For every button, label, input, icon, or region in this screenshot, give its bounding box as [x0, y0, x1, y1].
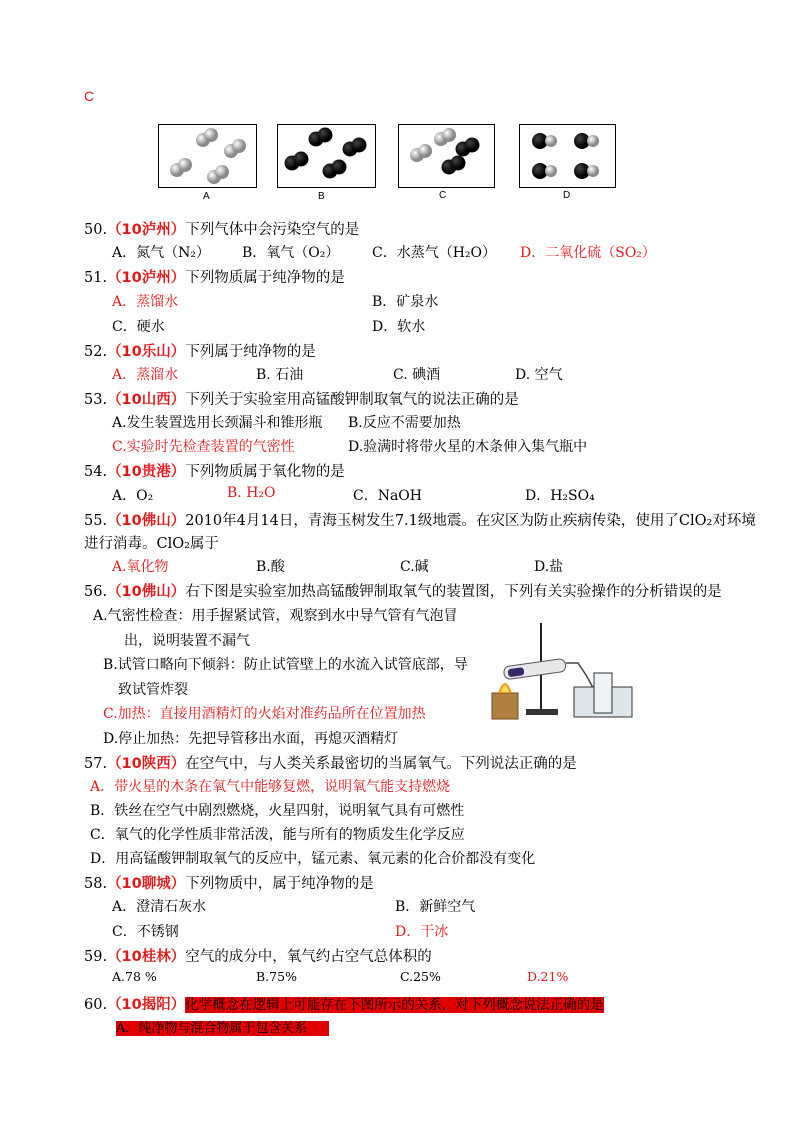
question-51 — [84, 266, 345, 287]
question-number: 50. — [84, 222, 108, 238]
question-56 — [84, 580, 722, 601]
option: C.碱 — [400, 559, 429, 575]
option: C．不锈钢 — [112, 924, 179, 940]
question-source: （10佛山） — [107, 513, 186, 529]
option-continued: 致试管炸裂 — [118, 682, 188, 698]
question-source: （10陕西） — [107, 756, 186, 772]
question-number: 52. — [84, 344, 108, 360]
apparatus-diagram-icon — [486, 615, 636, 723]
question-source: （10佛山） — [107, 584, 186, 600]
question-text: 下列属于纯净物的是 — [185, 344, 316, 360]
option-continued: 出，说明装置不漏气 — [124, 633, 250, 649]
option-answer: B. H₂O — [227, 485, 276, 501]
question-number: 55. — [84, 513, 108, 529]
question-text: 下列气体中会污染空气的是 — [185, 222, 360, 238]
question-57 — [84, 752, 577, 773]
question-text: 空气的成分中，氧气约占空气总体积的 — [185, 949, 432, 965]
option-answer: A.氧化物 — [112, 559, 169, 575]
diagram-label-d: D — [563, 190, 571, 201]
diagram-label-b: B — [318, 191, 325, 202]
option-answer: D．干冰 — [395, 924, 449, 940]
question-source: （10揭阳） — [107, 997, 186, 1013]
molecule-c-icon — [399, 125, 494, 187]
question-text: 下列关于实验室用高锰酸钾制取氧气的说法正确的是 — [185, 392, 519, 408]
option-answer: D.21% — [527, 969, 569, 984]
question-number: 51. — [84, 270, 108, 286]
option: B.酸 — [256, 559, 285, 575]
option: C．水蒸气（H₂O） — [372, 245, 497, 261]
option: D.盐 — [534, 559, 564, 575]
option: D．软水 — [372, 319, 426, 335]
diagram-box-c — [398, 124, 495, 188]
question-text: 下列物质属于氧化物的是 — [185, 464, 345, 480]
question-number: 59. — [84, 949, 108, 965]
question-54 — [84, 460, 345, 481]
question-number: 53. — [84, 392, 108, 408]
option: B.反应不需要加热 — [348, 415, 461, 431]
diagram-box-b — [277, 124, 376, 188]
question-59 — [84, 945, 432, 966]
option: C．氧气的化学性质非常活泼，能与所有的物质发生化学反应 — [90, 827, 465, 843]
option-answer: A．带火星的木条在氧气中能够复燃，说明氧气能支持燃烧 — [90, 779, 451, 795]
option-text: A．纯净物与混合物属于包含关系 — [116, 1021, 329, 1036]
option-highlighted — [116, 1017, 329, 1036]
question-text-continued: 进行消毒。ClO₂属于 — [84, 536, 219, 552]
question-source: （10山西） — [107, 392, 186, 408]
option: B.试管口略向下倾斜：防止试管壁上的水流入试管底部，导 — [103, 657, 468, 673]
option: A．澄清石灰水 — [112, 899, 207, 915]
molecule-a-icon — [159, 125, 256, 187]
option: D.验满时将带火星的木条伸入集气瓶中 — [348, 439, 588, 455]
question-text: 下列物质属于纯净物的是 — [185, 270, 345, 286]
option: B．新鲜空气 — [395, 899, 476, 915]
option: C. 碘酒 — [393, 367, 441, 383]
option: B. 石油 — [256, 367, 304, 383]
question-number: 60. — [84, 997, 108, 1013]
option: B.75% — [256, 969, 297, 984]
question-text: 2010年4月14日，青海玉树发生7.1级地震。在灾区为防止疾病传染，使用了ClO₂对环境 — [185, 513, 756, 529]
question-source: （10桂林） — [107, 949, 186, 965]
option: D. 空气 — [515, 367, 563, 383]
option-answer: A．蒸溜水 — [112, 367, 179, 383]
question-number: 57. — [84, 756, 108, 772]
question-52 — [84, 340, 316, 361]
option: A．O₂ — [112, 488, 154, 504]
question-number: 54. — [84, 464, 108, 480]
question-text: 右下图是实验室加热高锰酸钾制取氧气的装置图，下列有关实验操作的分析错误的是 — [185, 584, 722, 600]
question-text-highlighted: 化学概念在逻辑上可能存在下图所示的关系，对下列概念说法正确的是 — [185, 997, 604, 1013]
option-answer: C.加热：直接用酒精灯的火焰对准药品所在位置加热 — [103, 706, 426, 722]
question-number: 56. — [84, 584, 108, 600]
option: D．H₂SO₄ — [525, 488, 595, 504]
option: B．铁丝在空气中剧烈燃烧，火星四射，说明氧气具有可燃性 — [90, 803, 465, 819]
answer-letter: C — [84, 88, 95, 104]
option: B．氧气（O₂） — [242, 245, 340, 261]
question-source: （10贵港） — [107, 464, 186, 480]
question-text: 下列物质中，属于纯净物的是 — [185, 876, 374, 892]
molecule-d-icon — [520, 125, 615, 187]
question-source: （10泸州） — [107, 222, 186, 238]
molecule-b-icon — [278, 125, 375, 187]
option: D．用高锰酸钾制取氧气的反应中，锰元素、氧元素的化合价都没有变化 — [90, 851, 536, 867]
question-source: （10乐山） — [107, 344, 186, 360]
option-answer: D．二氧化硫（SO₂） — [520, 245, 656, 261]
option: D.停止加热：先把导管移出水面，再熄灭酒精灯 — [103, 731, 399, 747]
question-text: 在空气中，与人类关系最密切的当属氧气。下列说法正确的是 — [185, 756, 577, 772]
question-60 — [84, 993, 604, 1014]
question-number: 58. — [84, 876, 108, 892]
question-source: （10聊城） — [107, 876, 186, 892]
question-50 — [84, 218, 359, 239]
diagram-box-d — [519, 124, 616, 188]
question-58 — [84, 872, 374, 893]
diagram-label-c: C — [439, 190, 447, 201]
option-answer: A．蒸馏水 — [112, 294, 179, 310]
option: A.气密性检查：用手握紧试管，观察到水中导气管有气泡冒 — [93, 608, 458, 624]
option: A．氮气（N₂） — [112, 245, 210, 261]
option: C．NaOH — [353, 488, 422, 504]
option: C．硬水 — [112, 319, 165, 335]
diagram-label-a: A — [203, 191, 210, 202]
question-source: （10泸州） — [107, 270, 186, 286]
option: A.78 % — [112, 969, 157, 984]
option: B．矿泉水 — [372, 294, 439, 310]
question-53 — [84, 388, 519, 409]
option-answer: C.实验时先检查装置的气密性 — [112, 439, 295, 455]
option: A.发生装置选用长颈漏斗和锥形瓶 — [112, 415, 323, 431]
option: C.25% — [400, 969, 441, 984]
diagram-box-a — [158, 124, 257, 188]
question-55 — [84, 509, 756, 530]
